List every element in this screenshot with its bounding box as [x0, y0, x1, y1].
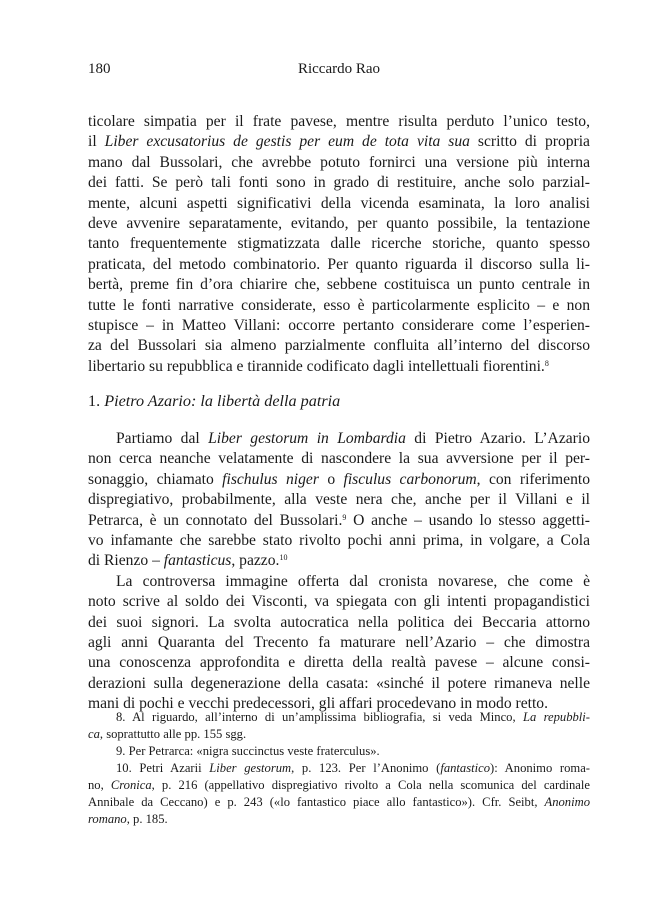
footnote-ref: mani di pochi e vecchi predecessori, gli affari procedevano in modo retto. — [88, 695, 548, 713]
section-title: Pietro Azario: la libertà della patria — [104, 392, 341, 410]
footnote-ref: di Pietro Azario. L’Azario — [405, 430, 590, 447]
footnote-ref: , p. 185. — [126, 812, 168, 826]
text-line — [88, 551, 590, 571]
footnote-ref: 9. Per Petrarca: «nigra succinctus veste fraterculus». — [116, 744, 380, 758]
footnote-line — [88, 726, 590, 743]
footnote-ref: o — [318, 470, 344, 488]
footnote-line — [88, 709, 590, 726]
footnote-ref: ticolare simpatia per il frate pavese, mentre risulta perduto l’unico testo, — [88, 113, 590, 130]
text-line — [88, 572, 590, 592]
text-run: Liber gestorum in Lombardia — [208, 430, 406, 447]
footnote-line — [88, 743, 590, 760]
footnote-ref: mente, alcuni aspetti significativi della vicenda esaminata, la loro analisi — [88, 194, 590, 212]
text-line — [88, 214, 590, 234]
footnote-ref: una conoscenza approfondita e diretta della realtà pavese – alcune consi- — [88, 654, 590, 672]
footnote-ref: , con riferimento — [476, 470, 591, 488]
footnote — [88, 709, 590, 743]
footnote-ref: sonaggio, chiamato — [88, 470, 223, 488]
text-line — [88, 613, 590, 633]
text-line — [88, 490, 590, 510]
footnote-ref: O anche – usando lo stesso aggetti- — [346, 511, 590, 529]
footnote-ref: Partiamo dal — [116, 430, 209, 447]
footnote-ref: bertà, preme fin d’ora chiarire che, sebbene costituisca un punto centrale in — [88, 276, 590, 294]
text-line — [88, 449, 590, 469]
footnote-ref: noto scrive al soldo dei Visconti, va spiegata con gli intenti propagandistici — [88, 593, 590, 611]
text-line — [88, 296, 590, 316]
footnote-ref: vo infamante che sarebbe stato rivolto pochi anni prima, in volgare, a Cola — [88, 531, 590, 549]
footnote-ref: dei suoi signori. La svolta autocratica nella politica dei Beccaria attorno — [88, 613, 590, 631]
text-line — [88, 255, 590, 275]
text-run: fantastico — [440, 761, 491, 775]
footnote-ref: stupisce – in Matteo Villani: occorre pertanto considerare come l’esperien- — [88, 316, 590, 334]
footnote-ref: no, — [88, 778, 111, 792]
footnote-ref: dispregiativo, probabilmente, alla veste nera che, anche per il Villani e il — [88, 491, 590, 509]
footnote-ref: mano dal Bussolari, che avrebbe potuto fornirci una versione più interna — [88, 153, 590, 171]
footnote — [88, 760, 590, 828]
text-line — [88, 275, 590, 295]
text-line — [88, 633, 590, 653]
footnote-ref: non cerca neanche velatamente di nascondere la sua avversione per il per- — [88, 450, 590, 468]
text-line — [88, 357, 590, 377]
footnote-ref: tanto frequentemente stigmatizzata dalle ricerche storiche, quanto spesso — [88, 235, 590, 253]
text-run: fischulus niger — [222, 470, 319, 488]
text-run: Cronica — [110, 778, 152, 792]
intro-paragraph — [88, 112, 590, 377]
footnote-ref: agli anni Quaranta del Trecento fa maturare nell’Azario – che dimostra — [88, 633, 590, 651]
footnote-line — [88, 811, 590, 828]
text-run: romano — [88, 812, 127, 826]
footnote — [88, 743, 590, 760]
footnote-ref: za del Bussolari sia almeno parzialmente confluita all’interno del discorso — [88, 337, 590, 355]
footnote-ref: ): Anonimo roma- — [490, 761, 590, 775]
text-line — [88, 234, 590, 254]
footnote-ref: , pazzo. — [231, 552, 280, 570]
text-line — [88, 336, 590, 356]
footnote-ref: 9 — [342, 512, 347, 522]
footnote-line — [88, 777, 590, 794]
footnote-ref: Petrarca, è un connotato del Bussolari. — [88, 511, 343, 529]
text-line — [88, 429, 590, 449]
footnote-ref: tutte le fonti narrative considerate, esso è particolarmente esplicito – e non — [88, 296, 590, 314]
footnote-ref: deve avvenire separatamente, evitando, per quanto possibile, la tentazione — [88, 214, 590, 232]
text-line — [88, 153, 590, 173]
text-line — [88, 132, 590, 152]
text-run: ca — [88, 727, 100, 741]
text-run: fisculus carbonorum — [343, 470, 477, 488]
page-number: 180 — [88, 61, 111, 77]
text-run: Anonimo — [544, 795, 590, 809]
footnote-ref: libertario su repubblica e tirannide codificato dagli intellettuali fiorentini. — [88, 357, 545, 375]
section-number: 1. — [88, 392, 101, 410]
footnote-ref: , p. 123. Per l’Anonimo ( — [291, 761, 441, 775]
text-line — [88, 316, 590, 336]
section-heading — [88, 391, 340, 411]
running-head-author: Riccardo Rao — [297, 61, 381, 77]
footnote-ref: Annibale da Ceccano) e p. 243 («lo fantastico piace allo fantastico»). Cfr. Seibt, — [88, 795, 545, 809]
text-line — [88, 674, 590, 694]
footnote-ref: 8 — [544, 358, 549, 368]
footnote-ref: il — [88, 133, 105, 151]
footnote-ref: 10 — [279, 553, 288, 563]
footnote-ref: derazioni sulla degenerazione della casata: «sinché il potere rimaneva nelle — [88, 674, 590, 692]
text-line — [88, 112, 590, 132]
text-run: La repubbli- — [522, 710, 590, 724]
paragraph — [88, 429, 590, 572]
text-line — [88, 470, 590, 490]
footnote-ref: 8. Al riguardo, all’interno di un’amplissima bibliografia, si veda Minco, — [116, 710, 523, 724]
paragraph — [88, 572, 590, 715]
text-run: fantasticus — [163, 552, 232, 570]
footnote-ref: dei fatti. Se però tali fonti sono in grado di restituire, anche solo parzial- — [88, 174, 590, 192]
text-line — [88, 511, 590, 531]
footnote-ref: 10. Petri Azarii — [116, 761, 210, 775]
footnote-line — [88, 760, 590, 777]
text-line — [88, 531, 590, 551]
footnote-ref: scritto di propria — [469, 133, 590, 151]
text-line — [88, 173, 590, 193]
section-body — [88, 429, 590, 714]
footnote-ref: , p. 216 (appellativo dispregiativo rivolto a Cola nella scomunica del cardinale — [151, 778, 590, 792]
text-line — [88, 194, 590, 214]
footnotes — [88, 709, 590, 828]
text-run: Liber gestorum — [209, 761, 292, 775]
footnote-ref: praticata, del metodo combinatorio. Per quanto riguarda il discorso sulla li- — [88, 255, 590, 273]
text-line — [88, 653, 590, 673]
text-run: Liber excusatorius de gestis per eum de tota vita sua — [104, 133, 470, 151]
footnote-line — [88, 794, 590, 811]
text-line — [88, 592, 590, 612]
footnote-ref: , soprattutto alle pp. 155 sgg. — [99, 727, 247, 741]
footnote-ref: di Rienzo – — [88, 552, 164, 570]
footnote-ref: La controversa immagine offerta dal cronista novarese, che come è — [116, 572, 590, 590]
